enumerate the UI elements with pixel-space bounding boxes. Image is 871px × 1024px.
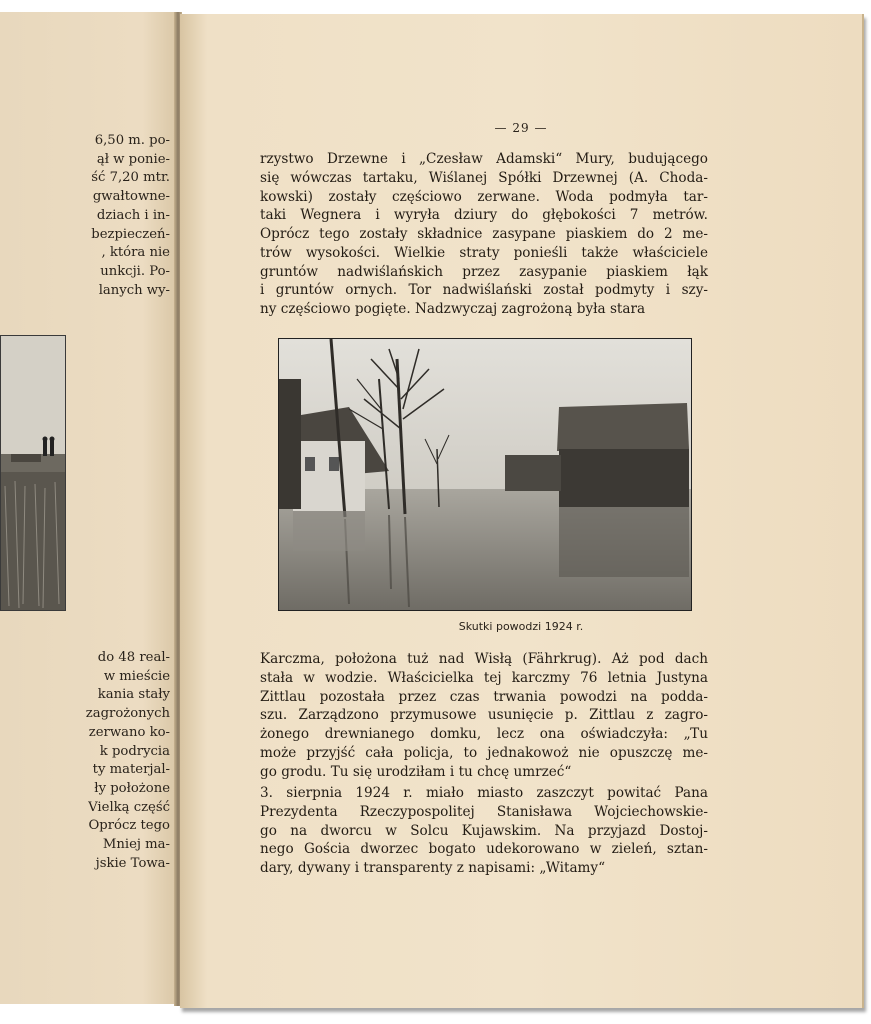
left-page-photo	[0, 335, 66, 611]
photo-caption: Skutki powodzi 1924 r.	[458, 620, 584, 633]
text-line: trów wysokości. Wielkie straty ponieśli także właściciele	[260, 244, 708, 261]
text-line: zagrożonych	[85, 706, 170, 722]
text-line: jskie Towa-	[95, 855, 170, 871]
paragraph-1	[260, 150, 708, 319]
text-line: go grodu. Tu się urodziłam i tu chcę umrzeć“	[260, 763, 572, 780]
text-line: nego Gościa dworzec bogato udekorowano w zieleń, sztan-	[260, 841, 708, 858]
text-line: , która nie	[101, 245, 170, 261]
paragraph-2	[260, 650, 708, 781]
text-line: żonego drewnianego domku, lecz ona oświadczyła: „Tu	[260, 726, 708, 742]
text-line: ny częściowo pogięte. Nadzwyczaj zagrożoną była stara	[260, 301, 646, 317]
text-line: unkcji. Po-	[100, 263, 170, 279]
text-line: 3. sierpnia 1924 r. miało miasto zaszczyt powitać Pana	[260, 785, 708, 801]
right-page	[180, 14, 864, 1008]
text-line: kania stały	[97, 687, 170, 703]
text-line: Mniej ma-	[102, 837, 170, 853]
text-line: gwałtowne-	[92, 189, 170, 205]
text-line: Oprócz tego	[88, 818, 170, 834]
text-line: rzystwo Drzewne i „Czesław Adamski“ Mury, budującego	[260, 151, 708, 167]
text-line: do 48 real-	[97, 650, 170, 665]
left-page-text-bottom	[0, 649, 170, 873]
page-number: — 29 —	[494, 121, 548, 135]
text-line: Zittlau pozostała przez czas trwania powodzi na podda-	[260, 688, 708, 705]
flood-photo	[278, 338, 692, 611]
text-line: Prezydenta Rzeczypospolitej Stanisława Wojciechowskie-	[260, 803, 708, 820]
text-line: lanych wy-	[98, 282, 170, 298]
text-line: gruntów nadwiślańskich przez zasypanie piaskiem łąk	[260, 263, 708, 280]
text-line: kowski) zostały częściowo zerwane. Woda podmyła tar-	[260, 188, 708, 205]
text-line: ść 7,20 mtr.	[91, 170, 170, 186]
left-page-text-top	[0, 132, 170, 300]
text-line: ły położone	[94, 780, 170, 796]
text-line: ty materjal-	[92, 762, 170, 778]
left-page	[0, 12, 178, 1004]
text-line: k podrycia	[99, 743, 170, 759]
text-line: w mieście	[103, 668, 170, 684]
flood-photo-image	[279, 339, 691, 610]
text-line: Oprócz tego zostały składnice zasypane piaskiem do 2 me-	[260, 226, 708, 242]
text-line: Vielką część	[88, 799, 170, 815]
text-line: dziach i in-	[96, 207, 170, 223]
text-line: dary, dywany i transparenty z napisami: „Witamy“	[260, 860, 606, 876]
text-line: i gruntów ornych. Tor nadwiślański został podmyty i szy-	[260, 282, 708, 299]
paragraph-3	[260, 784, 708, 878]
text-line: zerwano ko-	[88, 724, 170, 740]
text-line: może przyjść cała policja, to jednakowoż nie opuszczę me-	[260, 744, 708, 761]
text-line: ął w ponie-	[96, 151, 170, 167]
text-line: bezpieczeń-	[91, 226, 170, 242]
text-line: szu. Zarządzono przymusowe usunięcie p. Zittlau z zagro-	[260, 707, 708, 724]
text-line: taki Wegnera i wyryła dziury do głębokości 7 metrów.	[260, 207, 708, 224]
left-photo-image	[1, 336, 65, 610]
text-line: Karczma, położona tuż nad Wisłą (Fährkrug). Aż pod dach	[260, 651, 708, 667]
text-line: się wówczas tartaku, Wiślanej Spółki Drzewnej (A. Choda-	[260, 169, 708, 186]
text-line: 6,50 m. po-	[94, 133, 170, 148]
text-line: go na dworcu w Solcu Kujawskim. Na przyjazd Dostoj-	[260, 822, 708, 839]
text-line: stała w wodzie. Właścicielka tej karczmy 76 letnia Justyna	[260, 669, 708, 686]
